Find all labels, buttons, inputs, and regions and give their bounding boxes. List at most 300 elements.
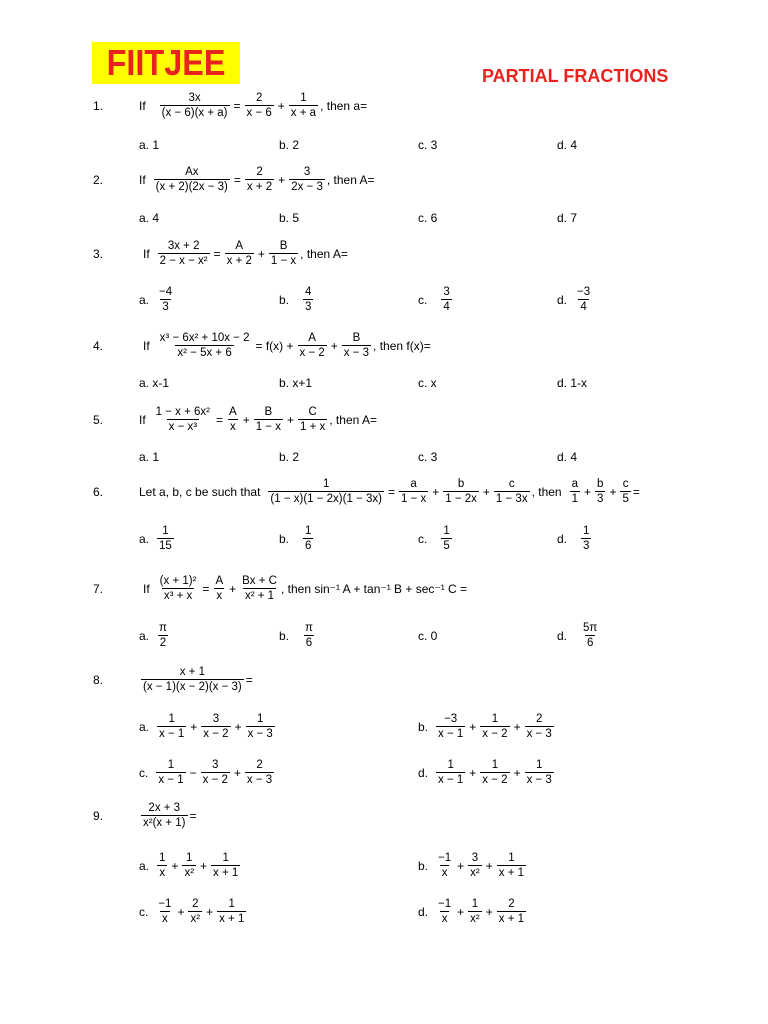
numerator: 1 bbox=[186, 851, 193, 864]
option-b[interactable] bbox=[279, 524, 315, 554]
option-label: b. bbox=[279, 532, 290, 546]
denominator: 2 bbox=[159, 637, 167, 649]
if-text: If bbox=[139, 413, 146, 427]
fraction bbox=[240, 575, 279, 603]
fraction bbox=[441, 525, 451, 553]
fraction bbox=[245, 166, 274, 194]
then-text: , then bbox=[531, 485, 562, 499]
fraction bbox=[245, 92, 274, 120]
denominator: (x − 6)(x + a) bbox=[161, 107, 228, 119]
question-tail: = bbox=[632, 485, 640, 499]
fraction bbox=[157, 852, 167, 880]
option-d[interactable]: d. 1-x bbox=[557, 376, 588, 390]
plus: + bbox=[482, 485, 490, 499]
question-tail: = bbox=[245, 673, 253, 687]
operator: + bbox=[234, 720, 242, 734]
equals: = bbox=[233, 173, 241, 187]
fraction bbox=[480, 713, 509, 741]
option-label: c. bbox=[418, 293, 428, 307]
denominator: 3 bbox=[597, 493, 604, 505]
fraction bbox=[156, 759, 185, 787]
numerator: 1 bbox=[168, 712, 175, 725]
question-tail: , then f(x)= bbox=[373, 339, 431, 353]
question-lead: Let a, b, c be such that bbox=[139, 485, 261, 499]
option-a[interactable] bbox=[139, 285, 176, 315]
denominator: x − 1 bbox=[158, 774, 184, 786]
question-9 bbox=[0, 801, 768, 831]
option-d[interactable]: d. 4 bbox=[557, 450, 578, 464]
denominator: x − 2 bbox=[482, 774, 508, 786]
option-label: b. bbox=[279, 293, 290, 307]
fraction bbox=[217, 898, 246, 926]
fraction bbox=[254, 406, 283, 434]
option-d[interactable] bbox=[557, 524, 593, 554]
question-number: 9. bbox=[93, 809, 104, 823]
option-label: a. bbox=[139, 720, 150, 734]
fraction bbox=[160, 92, 230, 120]
fraction bbox=[188, 898, 202, 926]
logo-text: FIITJEE bbox=[106, 42, 226, 83]
option-a[interactable]: a. 1 bbox=[139, 138, 160, 152]
numerator: −4 bbox=[159, 285, 173, 298]
fraction bbox=[157, 622, 169, 650]
fraction bbox=[399, 478, 428, 506]
denominator: x² bbox=[184, 867, 195, 879]
fraction bbox=[436, 759, 465, 787]
numerator: 4 bbox=[305, 285, 312, 298]
fraction bbox=[303, 622, 315, 650]
equals: = bbox=[233, 99, 241, 113]
numerator: B bbox=[279, 239, 288, 252]
option-a[interactable]: a. 4 bbox=[139, 211, 160, 225]
denominator: 1 − 3x bbox=[495, 493, 528, 505]
option-label: d. bbox=[557, 532, 568, 546]
denominator: 6 bbox=[305, 637, 313, 649]
option-label: d. bbox=[557, 629, 568, 643]
option-label: a. bbox=[139, 629, 150, 643]
fraction bbox=[158, 240, 210, 268]
denominator: x² bbox=[190, 913, 201, 925]
numerator: 3 bbox=[471, 851, 479, 864]
numerator: 1 bbox=[159, 851, 166, 864]
question-number: 2. bbox=[93, 173, 104, 187]
option-b[interactable]: b. 2 bbox=[279, 450, 300, 464]
numerator: 1 bbox=[305, 524, 312, 537]
option-b[interactable] bbox=[418, 712, 556, 742]
denominator: 1 − 2x bbox=[445, 493, 477, 505]
denominator: x + 1 bbox=[213, 867, 239, 879]
question-stem bbox=[139, 165, 375, 195]
question-tail: = bbox=[189, 809, 197, 823]
equals: = bbox=[213, 247, 221, 261]
plus: + bbox=[584, 485, 592, 499]
numerator: π bbox=[305, 621, 313, 634]
denominator: x − 6 bbox=[246, 107, 272, 119]
denominator: x bbox=[441, 913, 448, 925]
fraction bbox=[525, 759, 554, 787]
numerator: 3x + 2 bbox=[167, 239, 200, 252]
question-number: 1. bbox=[93, 99, 104, 113]
fraction bbox=[246, 713, 275, 741]
numerator: 1 bbox=[257, 712, 264, 725]
denominator: x² bbox=[470, 867, 480, 879]
fraction bbox=[227, 406, 239, 434]
fraction bbox=[342, 332, 371, 360]
fraction bbox=[154, 406, 212, 434]
denominator: x − x³ bbox=[168, 421, 198, 433]
operator: + bbox=[200, 859, 208, 873]
equals-fx: = f(x) + bbox=[255, 339, 294, 353]
numerator: B bbox=[352, 331, 361, 344]
option-a[interactable] bbox=[139, 621, 171, 651]
numerator: b bbox=[597, 477, 604, 490]
denominator: x + a bbox=[290, 107, 317, 119]
plus: + bbox=[330, 339, 338, 353]
option-label: b. bbox=[418, 859, 429, 873]
denominator: 4 bbox=[580, 301, 587, 313]
denominator: 5 bbox=[622, 493, 629, 505]
fraction bbox=[525, 713, 554, 741]
numerator: 1 bbox=[322, 477, 330, 490]
fraction bbox=[595, 478, 605, 506]
numerator: 1 bbox=[536, 758, 543, 771]
fraction bbox=[201, 713, 230, 741]
plus: + bbox=[278, 173, 286, 187]
if-text: If bbox=[143, 339, 150, 353]
denominator: 1 + x bbox=[300, 421, 326, 433]
option-c[interactable] bbox=[418, 524, 454, 554]
fraction bbox=[182, 852, 196, 880]
numerator: Bx + C bbox=[242, 574, 277, 587]
operator: + bbox=[233, 766, 241, 780]
denominator: x bbox=[159, 867, 166, 879]
if-text: If bbox=[139, 99, 146, 113]
fraction bbox=[201, 759, 230, 787]
fraction bbox=[289, 92, 318, 120]
option-label: a. bbox=[139, 859, 150, 873]
fraction bbox=[581, 622, 599, 650]
denominator: x − 3 bbox=[526, 728, 552, 740]
option-c[interactable] bbox=[139, 897, 248, 927]
denominator: x − 3 bbox=[343, 347, 370, 359]
plus: + bbox=[229, 582, 237, 596]
denominator: x² − 5x + 6 bbox=[177, 347, 232, 359]
numerator: −3 bbox=[577, 285, 591, 298]
denominator: (x + 2)(2x − 3) bbox=[155, 181, 228, 193]
option-a[interactable] bbox=[139, 524, 176, 554]
operator: + bbox=[457, 859, 465, 873]
numerator: C bbox=[308, 405, 317, 418]
operator: + bbox=[513, 720, 521, 734]
operator: + bbox=[485, 859, 493, 873]
if-text: If bbox=[143, 582, 150, 596]
numerator: 1 bbox=[491, 712, 499, 725]
operator: − bbox=[189, 766, 197, 780]
numerator: c bbox=[508, 477, 515, 490]
fraction bbox=[298, 332, 327, 360]
denominator: 3 bbox=[305, 301, 312, 313]
plus: + bbox=[432, 485, 440, 499]
option-label: d. bbox=[418, 766, 429, 780]
option-label: d. bbox=[557, 293, 568, 307]
numerator: 1 bbox=[583, 524, 590, 537]
numerator: 2 bbox=[256, 165, 263, 178]
numerator: A bbox=[235, 239, 244, 252]
denominator: x bbox=[441, 867, 448, 879]
option-label: b. bbox=[279, 629, 290, 643]
numerator: b bbox=[457, 477, 465, 490]
question-tail: , then A= bbox=[326, 173, 375, 187]
fraction bbox=[154, 166, 230, 194]
question-6 bbox=[0, 477, 768, 507]
equals: = bbox=[202, 582, 210, 596]
numerator: 1 bbox=[491, 758, 499, 771]
numerator: 2 bbox=[192, 897, 199, 910]
denominator: x − 3 bbox=[246, 774, 273, 786]
numerator: 2x + 3 bbox=[148, 801, 181, 814]
option-c[interactable]: c. 3 bbox=[418, 450, 438, 464]
denominator: 1 − x bbox=[255, 421, 281, 433]
denominator: 1 − x bbox=[270, 255, 297, 267]
denominator: x² bbox=[470, 913, 480, 925]
option-a[interactable] bbox=[139, 712, 277, 742]
fraction bbox=[157, 713, 186, 741]
fraction bbox=[157, 286, 174, 314]
fraction bbox=[141, 666, 244, 694]
question-7 bbox=[0, 574, 768, 604]
option-b[interactable]: b. x+1 bbox=[279, 376, 313, 390]
denominator: 15 bbox=[159, 540, 172, 552]
numerator: B bbox=[264, 405, 273, 418]
operator: + bbox=[469, 720, 477, 734]
denominator: 6 bbox=[586, 637, 594, 649]
option-label: a. bbox=[139, 293, 150, 307]
option-b[interactable] bbox=[279, 621, 317, 651]
if-text: If bbox=[139, 173, 146, 187]
numerator: 3 bbox=[303, 165, 311, 178]
question-number: 5. bbox=[93, 413, 104, 427]
numerator: 2 bbox=[536, 712, 543, 725]
fraction bbox=[303, 286, 313, 314]
question-number: 8. bbox=[93, 673, 104, 687]
option-d[interactable] bbox=[557, 621, 601, 651]
question-stem bbox=[139, 91, 367, 121]
operator: + bbox=[177, 905, 185, 919]
fraction bbox=[494, 478, 530, 506]
fraction bbox=[157, 525, 174, 553]
numerator: −1 bbox=[438, 897, 452, 910]
fraction bbox=[225, 240, 254, 268]
operator: + bbox=[190, 720, 198, 734]
option-c[interactable]: c. 6 bbox=[418, 211, 438, 225]
denominator: 1 bbox=[571, 493, 579, 505]
denominator: x + 2 bbox=[226, 255, 252, 267]
fiitjee-logo bbox=[92, 42, 240, 84]
question-tail: , then A= bbox=[300, 247, 348, 261]
question-number: 7. bbox=[93, 582, 104, 596]
numerator: 3x bbox=[188, 91, 201, 104]
question-4 bbox=[0, 331, 768, 361]
fraction bbox=[269, 240, 298, 268]
option-label: d. bbox=[418, 905, 429, 919]
fraction bbox=[443, 478, 479, 506]
page-title: PARTIAL FRACTIONS bbox=[482, 66, 669, 86]
option-c[interactable] bbox=[418, 285, 454, 315]
denominator: x bbox=[162, 913, 168, 925]
question-stem bbox=[143, 239, 348, 269]
question-stem bbox=[139, 477, 640, 507]
denominator: x − 1 bbox=[438, 728, 464, 740]
numerator: a bbox=[410, 477, 417, 490]
numerator: 1 bbox=[167, 758, 175, 771]
denominator: x − 1 bbox=[438, 774, 464, 786]
if-text: If bbox=[143, 247, 150, 261]
numerator: A bbox=[229, 405, 237, 418]
question-tail: , then A= bbox=[329, 413, 377, 427]
fraction bbox=[303, 525, 313, 553]
question-8 bbox=[0, 665, 768, 695]
plus: + bbox=[286, 413, 294, 427]
numerator: 5π bbox=[583, 621, 598, 634]
numerator: 1 bbox=[222, 851, 229, 864]
fraction bbox=[468, 852, 482, 880]
operator: + bbox=[513, 766, 521, 780]
option-label: c. bbox=[139, 766, 149, 780]
question-number: 4. bbox=[93, 339, 104, 353]
denominator: x − 1 bbox=[159, 728, 185, 740]
numerator: −1 bbox=[158, 897, 172, 910]
equals: = bbox=[387, 485, 395, 499]
option-d[interactable] bbox=[557, 285, 594, 315]
fraction bbox=[436, 852, 453, 880]
denominator: x − 2 bbox=[299, 347, 325, 359]
numerator: x³ − 6x² + 10x − 2 bbox=[159, 331, 250, 344]
fraction bbox=[570, 478, 580, 506]
numerator: 2 bbox=[255, 91, 263, 104]
option-label: c. bbox=[139, 905, 149, 919]
fraction bbox=[468, 898, 482, 926]
denominator: 2 − x − x² bbox=[159, 255, 208, 267]
denominator: x + 1 bbox=[219, 913, 245, 925]
numerator: A bbox=[215, 574, 224, 587]
operator: + bbox=[485, 905, 493, 919]
numerator: π bbox=[159, 621, 167, 634]
fraction bbox=[436, 713, 465, 741]
fraction bbox=[298, 406, 327, 434]
question-3 bbox=[0, 239, 768, 269]
option-b[interactable] bbox=[279, 285, 315, 315]
denominator: x − 2 bbox=[482, 728, 508, 740]
denominator: x² + 1 bbox=[245, 590, 275, 602]
option-d[interactable] bbox=[418, 897, 528, 927]
denominator: 6 bbox=[305, 540, 312, 552]
option-d[interactable] bbox=[418, 758, 556, 788]
denominator: x + 1 bbox=[498, 867, 525, 879]
fraction bbox=[268, 478, 384, 506]
equals: = bbox=[216, 413, 224, 427]
numerator: 1 bbox=[300, 91, 307, 104]
fraction bbox=[211, 852, 240, 880]
numerator: a bbox=[571, 477, 579, 490]
fraction bbox=[156, 898, 173, 926]
option-c[interactable]: c. 0 bbox=[418, 629, 438, 643]
denominator: x³ + x bbox=[163, 590, 193, 602]
numerator: 2 bbox=[508, 897, 515, 910]
denominator: x bbox=[216, 590, 223, 602]
question-number: 3. bbox=[93, 247, 104, 261]
option-label: b. bbox=[418, 720, 429, 734]
numerator: 1 − x + 6x² bbox=[155, 405, 211, 418]
fraction bbox=[289, 166, 325, 194]
option-a[interactable]: a. x-1 bbox=[139, 376, 170, 390]
fraction bbox=[497, 898, 526, 926]
option-d[interactable]: d. 7 bbox=[557, 211, 578, 225]
option-label: a. bbox=[139, 532, 150, 546]
question-stem bbox=[139, 405, 377, 435]
denominator: x − 3 bbox=[526, 774, 552, 786]
denominator: x + 1 bbox=[498, 913, 525, 925]
fraction bbox=[620, 478, 630, 506]
numerator: 1 bbox=[508, 851, 515, 864]
question-tail: , then a= bbox=[320, 99, 368, 113]
numerator: 1 bbox=[228, 897, 235, 910]
fraction bbox=[436, 898, 453, 926]
fraction bbox=[575, 286, 592, 314]
option-c[interactable] bbox=[139, 758, 276, 788]
fraction bbox=[497, 852, 526, 880]
question-5 bbox=[0, 405, 768, 435]
option-d[interactable]: d. 4 bbox=[557, 138, 578, 152]
numerator: −3 bbox=[444, 712, 458, 725]
question-number: 6. bbox=[93, 485, 104, 499]
option-a[interactable]: a. 1 bbox=[139, 450, 160, 464]
operator: + bbox=[171, 859, 179, 873]
denominator: 3 bbox=[162, 301, 169, 313]
fraction bbox=[158, 575, 199, 603]
denominator: x + 2 bbox=[246, 181, 273, 193]
plus: + bbox=[257, 247, 265, 261]
question-stem bbox=[139, 801, 197, 831]
fraction bbox=[141, 802, 188, 830]
denominator: 1 − x bbox=[400, 493, 427, 505]
option-c[interactable]: c. x bbox=[418, 376, 437, 390]
fraction bbox=[581, 525, 591, 553]
option-b[interactable]: b. 5 bbox=[279, 211, 300, 225]
question-stem bbox=[143, 574, 467, 604]
fraction bbox=[245, 759, 274, 787]
operator: + bbox=[457, 905, 465, 919]
option-b[interactable] bbox=[418, 851, 528, 881]
denominator: 2x − 3 bbox=[291, 181, 323, 193]
option-c[interactable]: c. 3 bbox=[418, 138, 438, 152]
plus: + bbox=[277, 99, 285, 113]
fraction bbox=[158, 332, 252, 360]
numerator: −1 bbox=[438, 851, 452, 864]
numerator: A bbox=[308, 331, 316, 344]
denominator: x²(x + 1) bbox=[143, 817, 186, 829]
operator: + bbox=[206, 905, 214, 919]
option-label: c. bbox=[418, 532, 428, 546]
option-a[interactable] bbox=[139, 851, 242, 881]
numerator: 1 bbox=[443, 524, 450, 537]
denominator: x − 3 bbox=[247, 728, 273, 740]
question-stem bbox=[139, 665, 253, 695]
option-b[interactable]: b. 2 bbox=[279, 138, 300, 152]
numerator: 1 bbox=[447, 758, 454, 771]
denominator: (x − 1)(x − 2)(x − 3) bbox=[143, 681, 242, 693]
denominator: 3 bbox=[583, 540, 590, 552]
question-1 bbox=[0, 91, 768, 121]
